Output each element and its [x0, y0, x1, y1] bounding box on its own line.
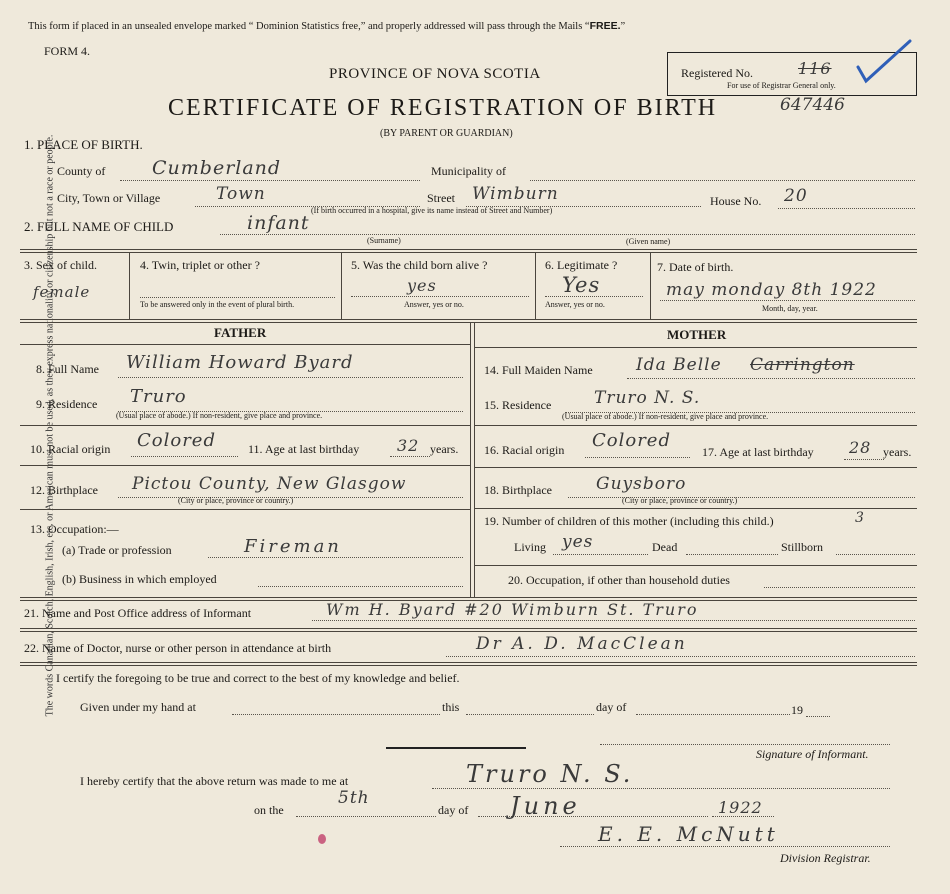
mother-residence-note: (Usual place of abode.) If non-resident, give place and province.	[562, 412, 769, 421]
year-value: 1922	[718, 798, 763, 817]
alive-value: yes	[407, 276, 437, 295]
page-subtitle: (BY PARENT OR GUARDIAN)	[380, 128, 513, 139]
mother-name-label: 14. Full Maiden Name	[484, 363, 593, 377]
on-the-value: 5th	[338, 788, 370, 808]
informant-signature-caption: Signature of Informant.	[756, 747, 869, 761]
father-racial-label: 10. Racial origin	[30, 442, 111, 456]
mother-birthplace-label: 18. Birthplace	[484, 483, 552, 497]
certify-return-statement: I hereby certify that the above return was made to me at	[80, 774, 349, 788]
sex-label: 3. Sex of child.	[24, 258, 97, 272]
hospital-note: (If birth occurred in a hospital, give its name instead of Street and Number)	[311, 206, 553, 215]
given-label: Given under my hand at	[80, 700, 196, 714]
children-count-label: 19. Number of children of this mother (including this child.)	[484, 514, 774, 528]
father-trade-label: (a) Trade or profession	[62, 543, 172, 557]
mailing-note: This form if placed in an unsealed envelope marked “ Dominion Statistics free,” and properly addressed will pass through the Mails “FREE.”	[28, 20, 626, 32]
mother-heading: MOTHER	[667, 327, 727, 342]
father-residence-note: (Usual place of abode.) If non-resident, give place and province.	[116, 411, 323, 420]
municipality-label: Municipality of	[431, 164, 506, 178]
house-label: House No.	[710, 194, 762, 208]
county-value: Cumberland	[152, 157, 282, 179]
stillborn-label: Stillborn	[781, 540, 824, 554]
twin-note: To be answered only in the event of plural birth.	[140, 300, 295, 309]
year-prefix: 19	[791, 703, 803, 717]
province-heading: PROVINCE OF NOVA SCOTIA	[329, 66, 541, 82]
mother-name-crossed: Carrington	[750, 355, 855, 375]
father-heading: FATHER	[214, 325, 267, 340]
father-years-label: years.	[430, 442, 459, 456]
twin-label: 4. Twin, triplet or other ?	[140, 258, 260, 272]
legitimate-note: Answer, yes or no.	[545, 300, 605, 309]
alive-note: Answer, yes or no.	[404, 300, 464, 309]
mother-name-value: Ida Belle	[636, 355, 722, 375]
mother-birthplace-note: (City or place, province or country.)	[622, 496, 738, 505]
father-residence-label: 9. Residence	[36, 397, 98, 411]
registered-number-box	[667, 52, 917, 96]
father-racial-value: Colored	[137, 430, 216, 451]
certify-statement: I certify the foregoing to be true and correct to the best of my knowledge and belief.	[56, 671, 460, 685]
attendant-label: 22. Name of Doctor, nurse or other person in attendance at birth	[24, 641, 332, 655]
date-of-birth-note: Month, day, year.	[762, 304, 818, 313]
mother-age-label: 17. Age at last birthday	[702, 445, 814, 459]
father-residence-value: Truro	[130, 386, 187, 407]
alive-label: 5. Was the child born alive ?	[351, 258, 488, 272]
page-title: CERTIFICATE OF REGISTRATION OF BIRTH	[168, 95, 718, 121]
informant-value: Wm H. Byard #20 Wimburn St. Truro	[326, 600, 699, 619]
father-birthplace-label: 12. Birthplace	[30, 483, 98, 497]
father-name-label: 8. Full Name	[36, 362, 99, 376]
mother-residence-value: Truro N. S.	[594, 388, 701, 408]
children-count-value: 3	[855, 510, 865, 526]
mother-age-value: 28	[849, 438, 872, 457]
surname-caption: (Surname)	[367, 236, 401, 245]
father-age-value: 32	[397, 436, 420, 455]
city-label: City, Town or Village	[57, 191, 161, 205]
father-birthplace-note: (City or place, province or country.)	[178, 496, 294, 505]
given-name-caption: (Given name)	[626, 237, 671, 246]
dead-label: Dead	[652, 540, 678, 554]
attendant-value: Dr A. D. MacClean	[476, 634, 688, 654]
registrar-caption: Division Registrar.	[780, 851, 871, 865]
house-value: 20	[784, 186, 808, 206]
mother-residence-label: 15. Residence	[484, 398, 552, 412]
date-of-birth-label: 7. Date of birth.	[657, 260, 734, 274]
registered-crossed-value: 116	[798, 59, 832, 78]
place-of-birth-heading: 1. PLACE OF BIRTH.	[24, 137, 143, 152]
mother-birthplace-value: Guysboro	[596, 474, 687, 494]
on-the-label: on the	[254, 803, 284, 817]
living-value: yes	[562, 532, 594, 552]
mother-occupation-label: 20. Occupation, if other than household duties	[508, 573, 730, 587]
father-trade-value: Fireman	[244, 536, 342, 557]
father-age-label: 11. Age at last birthday	[248, 442, 360, 456]
father-business-label: (b) Business in which employed	[62, 572, 217, 586]
date-of-birth-value: may monday 8th 1922	[666, 280, 877, 300]
registered-number: 647446	[780, 95, 845, 115]
side-note	[45, 0, 56, 856]
child-name-value: infant	[247, 212, 310, 234]
day-of-label: day of	[596, 700, 627, 714]
father-occupation-label: 13. Occupation:—	[30, 522, 119, 536]
informant-label: 21. Name and Post Office address of Informant	[24, 606, 252, 620]
registered-label: Registered No.	[681, 66, 753, 80]
mother-racial-value: Colored	[592, 430, 671, 451]
mother-racial-label: 16. Racial origin	[484, 443, 565, 457]
return-place-value: Truro N. S.	[466, 760, 634, 788]
living-label: Living	[514, 540, 546, 554]
ink-spot	[318, 834, 326, 844]
this-label: this	[442, 700, 460, 714]
father-name-value: William Howard Byard	[126, 352, 354, 373]
child-name-label: 2. FULL NAME OF CHILD	[24, 219, 174, 234]
street-label: Street	[427, 191, 455, 205]
checkmark-icon	[854, 37, 916, 89]
street-value: Wimburn	[472, 184, 559, 204]
form-number: FORM 4.	[44, 44, 91, 58]
legitimate-value: Yes	[562, 273, 601, 297]
month-value: June	[510, 792, 581, 820]
mother-years-label: years.	[883, 445, 912, 459]
legitimate-label: 6. Legitimate ?	[545, 258, 618, 272]
day-of-label-2: day of	[438, 803, 469, 817]
sex-value: female	[33, 283, 91, 301]
county-label: County of	[57, 164, 106, 178]
registrar-signature: E. E. McNutt	[598, 822, 779, 846]
city-value: Town	[216, 184, 266, 204]
registered-note: For use of Registrar General only.	[727, 81, 836, 90]
father-birthplace-value: Pictou County, New Glasgow	[132, 474, 407, 494]
